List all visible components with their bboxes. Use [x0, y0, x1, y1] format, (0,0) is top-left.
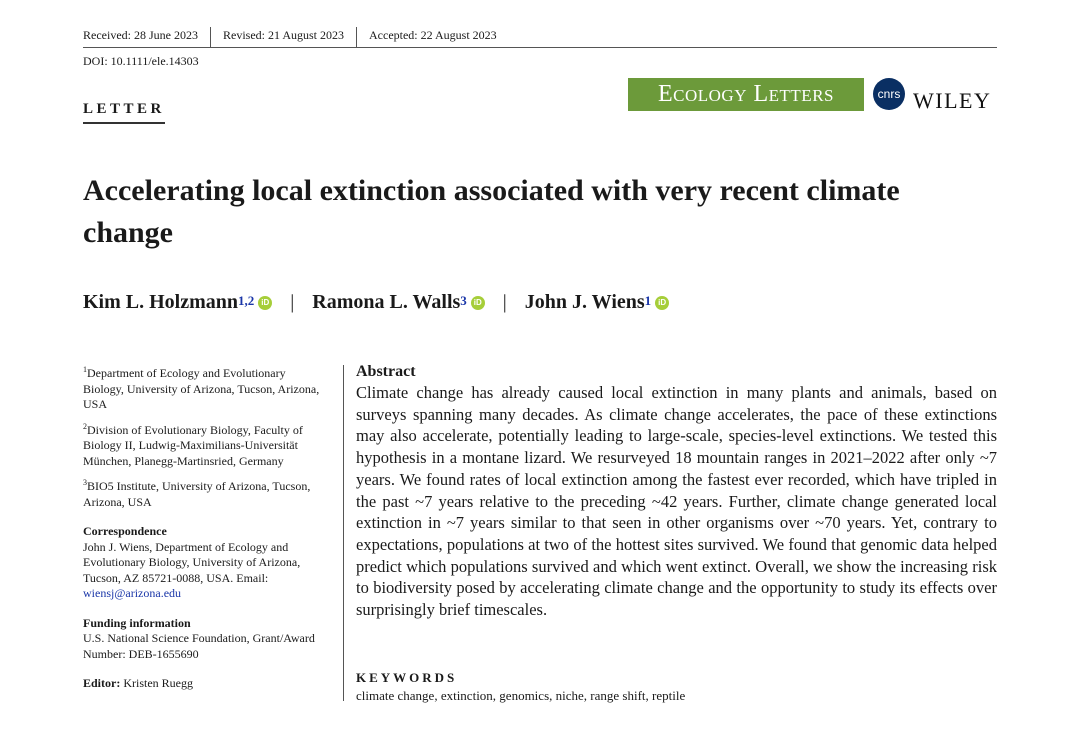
- author-separator: |: [502, 291, 507, 313]
- orcid-icon[interactable]: iD: [655, 296, 669, 310]
- correspondence-address: John J. Wiens, Department of Ecology and Evolutionary Biology, University of Arizona, Tucson, AZ 85721-0088, USA.: [83, 539, 301, 585]
- affiliation: [83, 362, 328, 413]
- author-affiliation-ref[interactable]: 3: [460, 292, 467, 308]
- author-name[interactable]: Kim L. Holzmann: [83, 291, 239, 313]
- orcid-icon[interactable]: iD: [471, 296, 485, 310]
- correspondence-heading: Correspondence: [83, 524, 167, 538]
- keywords-text: climate change, extinction, genomics, niche, range shift, reptile: [356, 688, 686, 703]
- author-name[interactable]: John J. Wiens: [524, 291, 645, 313]
- abstract-heading: Abstract: [356, 363, 416, 380]
- editor-label: Editor:: [83, 676, 121, 690]
- abstract-section: [356, 362, 997, 621]
- journal-logo[interactable]: Ecology Letters: [628, 78, 864, 111]
- divider: [356, 27, 357, 47]
- correspondence-text: [83, 540, 328, 602]
- editor-line: [83, 676, 328, 692]
- funding-heading: Funding information: [83, 615, 191, 630]
- email-link[interactable]: wiensj@arizona.edu: [83, 586, 182, 600]
- orcid-icon[interactable]: iD: [258, 296, 272, 310]
- section-label: LETTER: [83, 101, 165, 124]
- column-divider: [343, 365, 344, 701]
- cnrs-logo: cnrs: [873, 78, 905, 110]
- wiley-logo[interactable]: WILEY: [913, 88, 992, 113]
- affiliation: [83, 475, 328, 510]
- received-date: Received: 28 June 2023: [83, 28, 198, 42]
- accepted-date: Accepted: 22 August 2023: [369, 28, 497, 42]
- affiliation: [83, 419, 328, 470]
- affiliation-number: 3: [83, 478, 87, 487]
- keywords-heading: KEYWORDS: [356, 670, 458, 685]
- affiliation-text: Division of Evolutionary Biology, Faculty of Biology II, Ludwig-Maximilians-Universität München, Planegg-Martinsried, Germany: [83, 422, 303, 468]
- author-affiliation-ref[interactable]: 1,2: [238, 292, 255, 308]
- revised-date: Revised: 21 August 2023: [222, 28, 344, 42]
- abstract-text: Climate change has already caused local extinction in many plants and animals, based on surveys spanning many decades. As climate change accelerates, the pace of these extinctions may also accelerate, potentially leading to large-scale, species-level extinctions. We tested this hypothesis in a montane lizard. We resurveyed 18 mountain ranges in 2021–2022 after only ~7 years. We found rates of local extinction among the fastest ever recorded, which have tripled in the past ~7 years relative to the preceding ~42 years. Further, climate change generated local extinction in ~7 years similar to that seen in other organisms over ~70 years. Yet, contrary to expectations, populations at two of the hottest sites survived. We found that genomic data helped predict which populations survived and which went extinct. Overall, we show the increasing risk to biodiversity posed by accelerating climate change and the opportunity to study its effects over surprisingly brief timescales.: [356, 383, 997, 620]
- doi[interactable]: DOI: 10.1111/ele.14303: [83, 54, 199, 68]
- divider: [210, 27, 211, 47]
- affiliation-number: 1: [83, 365, 87, 374]
- author-list: [83, 291, 669, 314]
- email-label: Email:: [236, 570, 269, 585]
- author-separator: |: [290, 291, 295, 313]
- article-dates: [83, 27, 997, 48]
- author-name[interactable]: Ramona L. Walls: [312, 291, 461, 313]
- affiliation-text: Department of Ecology and Evolutionary Biology, University of Arizona, Tucson, Arizona, USA: [83, 366, 320, 411]
- funding-text: U.S. National Science Foundation, Grant/Award Number: DEB-1655690: [83, 631, 315, 661]
- article-title: Accelerating local extinction associated with very recent climate change: [83, 174, 900, 249]
- editor-name: Kristen Ruegg: [123, 676, 193, 690]
- article-info-sidebar: [83, 362, 328, 692]
- affiliation-number: 2: [83, 421, 87, 431]
- affiliation-text: BIO5 Institute, University of Arizona, Tucson, Arizona, USA: [83, 479, 311, 509]
- author-affiliation-ref[interactable]: 1: [644, 292, 652, 308]
